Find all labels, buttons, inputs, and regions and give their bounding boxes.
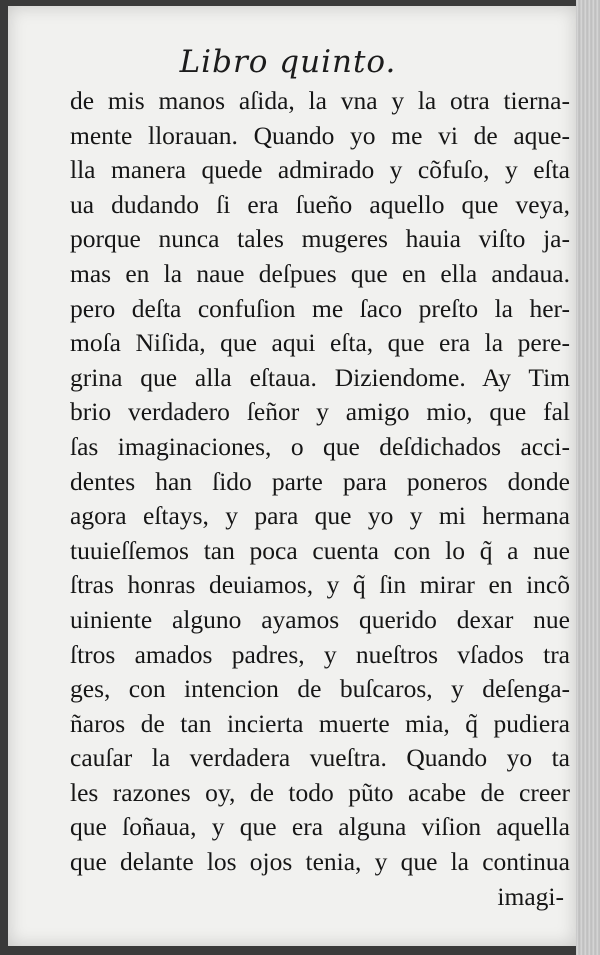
text-line: ges, con intencion de buſcaros, y deſenga- (70, 674, 570, 704)
text-line: tuuieſſemos tan poca cuenta con lo q̃ a nue (70, 535, 570, 565)
text-line: lla manera quede admirado y cõfuſo, y eſta (70, 155, 570, 185)
text-line: ua dudando ſi era ſueño aquello que veya, (70, 189, 570, 219)
text-line: uiniente alguno ayamos querido dexar nue (70, 604, 570, 634)
text-line: moſa Niſida, que aqui eſta, que era la pere- (70, 328, 570, 358)
text-line: mas en la naue deſpues que en ella andaua. (70, 258, 570, 288)
text-line: les razones oy, de todo pũto acabe de creer (70, 777, 570, 807)
text-line: brio verdadero ſeñor y amigo mio, que fal (70, 397, 570, 427)
text-line: ſtras honras deuiamos, y q̃ ſin mirar en incõ (70, 570, 570, 600)
text-line: que delante los ojos tenia, y que la continua (70, 847, 570, 877)
catchword: imagi- (497, 881, 564, 911)
text-line: ſas imaginaciones, o que deſdichados acci- (70, 431, 570, 461)
text-line: ſtros amados padres, y nueſtros vſados tra (70, 639, 570, 669)
text-line: que ſoñaua, y que era alguna viſion aquella (70, 812, 570, 842)
text-line: ñaros de tan incierta muerte mia, q̃ pudiera (70, 708, 570, 738)
text-line: mente llorauan. Quando yo me vi de aque- (70, 120, 570, 150)
text-line: pero deſta confuſion me ſaco preſto la her- (70, 293, 570, 323)
text-line: porque nunca tales mugeres hauia viſto ja- (70, 224, 570, 254)
text-line: cauſar la verdadera vueſtra. Quando yo ta (70, 743, 570, 773)
page-edge (576, 0, 600, 955)
text-line: dentes han ſido parte para poneros donde (70, 466, 570, 496)
body-text (70, 84, 570, 914)
running-head: Libro quinto. (179, 44, 397, 80)
text-line: agora eſtays, y para que yo y mi hermana (70, 501, 570, 531)
text-line: grina que alla eſtaua. Diziendome. Ay Tim (70, 362, 570, 392)
text-line: de mis manos aſida, la vna y la otra tierna- (70, 86, 570, 115)
